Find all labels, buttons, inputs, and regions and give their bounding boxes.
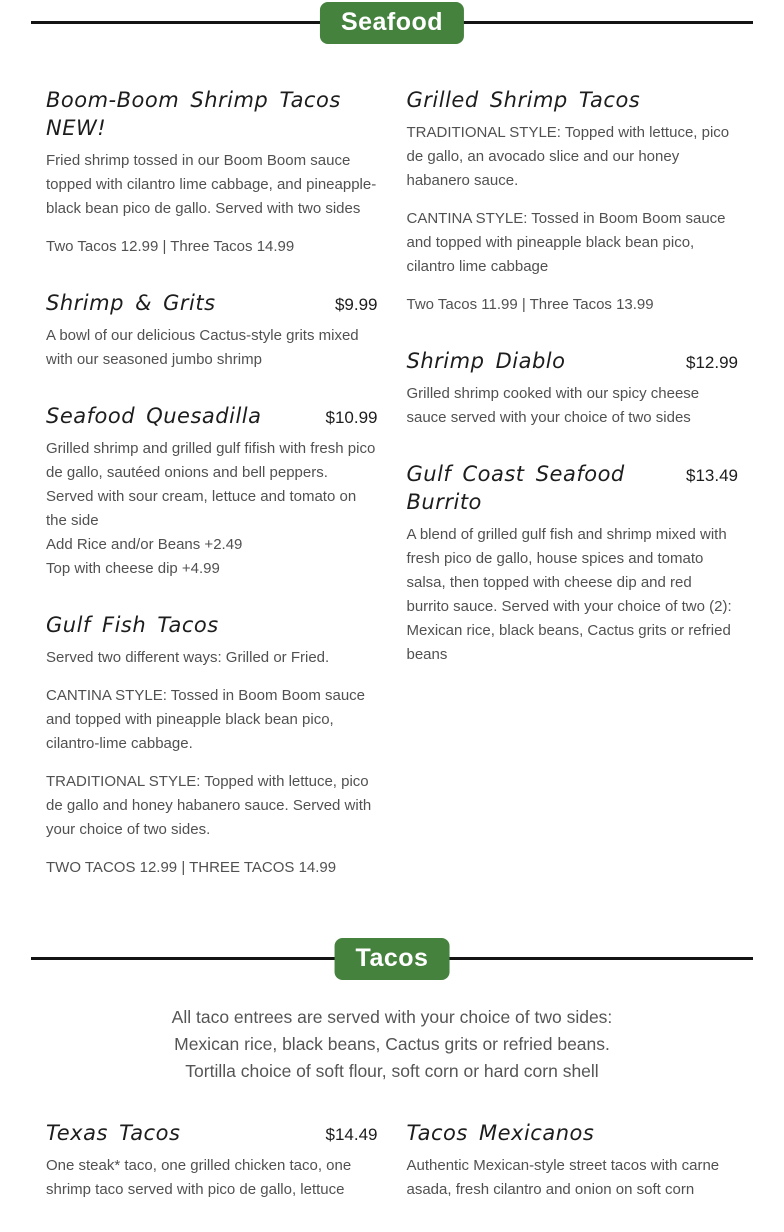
item-description: A blend of grilled gulf fish and shrimp mixed with fresh pico de gallo, house spices and tomato salsa, then topped with cheese dip and red burrito sauce. Served with your choice of two (2): Mexican rice, black beans, Cactus grits or refried beans: [406, 526, 732, 663]
item-name: Gulf Fish Tacos: [46, 613, 219, 637]
menu-item-boom-boom-shrimp-tacos: [46, 86, 378, 259]
item-description: TRADITIONAL STYLE: Topped with lettuce, pico de gallo and honey habanero sauce. Served with your choice of two sides.: [46, 773, 372, 838]
item-name: Grilled Shrimp Tacos: [406, 88, 641, 112]
section-header-tacos: [46, 936, 738, 982]
menu-item-seafood-quesadilla: [46, 402, 378, 581]
item-name: Gulf Coast Seafood Burrito: [406, 462, 625, 514]
item-name: Texas Tacos: [46, 1121, 181, 1145]
item-name: [46, 86, 341, 142]
tacos-intro-line: Mexican rice, black beans, Cactus grits or refried beans.: [174, 1034, 610, 1054]
section-tacos: [46, 936, 738, 1232]
menu-item-tacos-mexicanos: [407, 1119, 739, 1202]
item-name: Shrimp Diablo: [406, 349, 566, 373]
item-price: $14.49: [325, 1125, 378, 1144]
item-price-line: TWO TACOS 12.99 | THREE TACOS 14.99: [46, 859, 337, 876]
item-name-text: Boom-Boom Shrimp Tacos: [46, 88, 341, 112]
item-name: Shrimp & Grits: [46, 291, 216, 315]
item-price-line: Two Tacos 11.99 | Three Tacos 13.99: [406, 296, 654, 313]
item-price-line: Two Tacos 12.99 | Three Tacos 14.99: [46, 238, 295, 255]
seafood-columns: [46, 46, 738, 910]
item-name-new-flag: NEW!: [46, 116, 107, 140]
item-price: $10.99: [325, 408, 378, 427]
item-description: Served two different ways: Grilled or Fried.: [46, 649, 330, 666]
item-price: $13.49: [686, 466, 738, 485]
item-description: Grilled shrimp and grilled gulf fifish with fresh pico de gallo, sautéed onions and bell peppers. Served with sour cream, lettuce and tomato on the side: [46, 440, 376, 529]
menu-item-gulf-fish-tacos: [46, 611, 378, 880]
tacos-intro-line: Tortilla choice of soft flour, soft corn or hard corn shell: [185, 1061, 599, 1081]
tacos-columns: [46, 1089, 738, 1232]
item-description: CANTINA STYLE: Tossed in Boom Boom sauce and topped with pineapple black bean pico, cilantro-lime cabbage.: [46, 687, 366, 752]
menu-item-grilled-shrimp-tacos: [407, 86, 739, 317]
item-description: Fried shrimp tossed in our Boom Boom sauce topped with cilantro lime cabbage, and pineapple-black bean pico de gallo. Served with two sides: [46, 152, 377, 217]
seafood-column-right: [407, 86, 739, 910]
item-addon-line: Add Rice and/or Beans +2.49: [46, 536, 243, 553]
item-price: $9.99: [334, 295, 378, 314]
menu-item-texas-tacos: [46, 1119, 378, 1202]
section-title-badge-tacos: Tacos: [335, 938, 450, 980]
seafood-column-left: [46, 86, 378, 910]
menu-item-gulf-coast-seafood-burrito: [407, 460, 739, 667]
item-description: TRADITIONAL STYLE: Topped with lettuce, pico de gallo, an avocado slice and our honey habanero sauce.: [406, 124, 730, 189]
item-description: One steak* taco, one grilled chicken taco, one shrimp taco served with pico de gallo, lettuce: [46, 1157, 352, 1198]
menu-item-shrimp-and-grits: [46, 289, 378, 372]
section-header-seafood: [46, 0, 738, 46]
item-name: Tacos Mexicanos: [406, 1121, 595, 1145]
section-title-badge-seafood: Seafood: [320, 2, 464, 44]
tacos-column-right: [407, 1119, 739, 1232]
menu-item-shrimp-diablo: [407, 347, 739, 430]
tacos-intro-line: All taco entrees are served with your choice of two sides:: [171, 1007, 613, 1027]
tacos-intro: [46, 982, 738, 1089]
item-description: A bowl of our delicious Cactus-style grits mixed with our seasoned jumbo shrimp: [46, 327, 359, 368]
item-price: $12.99: [686, 353, 738, 372]
item-name: Seafood Quesadilla: [46, 404, 262, 428]
tacos-column-left: [46, 1119, 378, 1232]
item-addon-line: Top with cheese dip +4.99: [46, 560, 220, 577]
item-description: Grilled shrimp cooked with our spicy cheese sauce served with your choice of two sides: [406, 385, 700, 426]
item-description: CANTINA STYLE: Tossed in Boom Boom sauce and topped with pineapple black bean pico, cilantro lime cabbage: [406, 210, 726, 275]
item-description: Authentic Mexican-style street tacos with carne asada, fresh cilantro and onion on soft corn: [406, 1157, 720, 1198]
section-seafood: [46, 0, 738, 936]
